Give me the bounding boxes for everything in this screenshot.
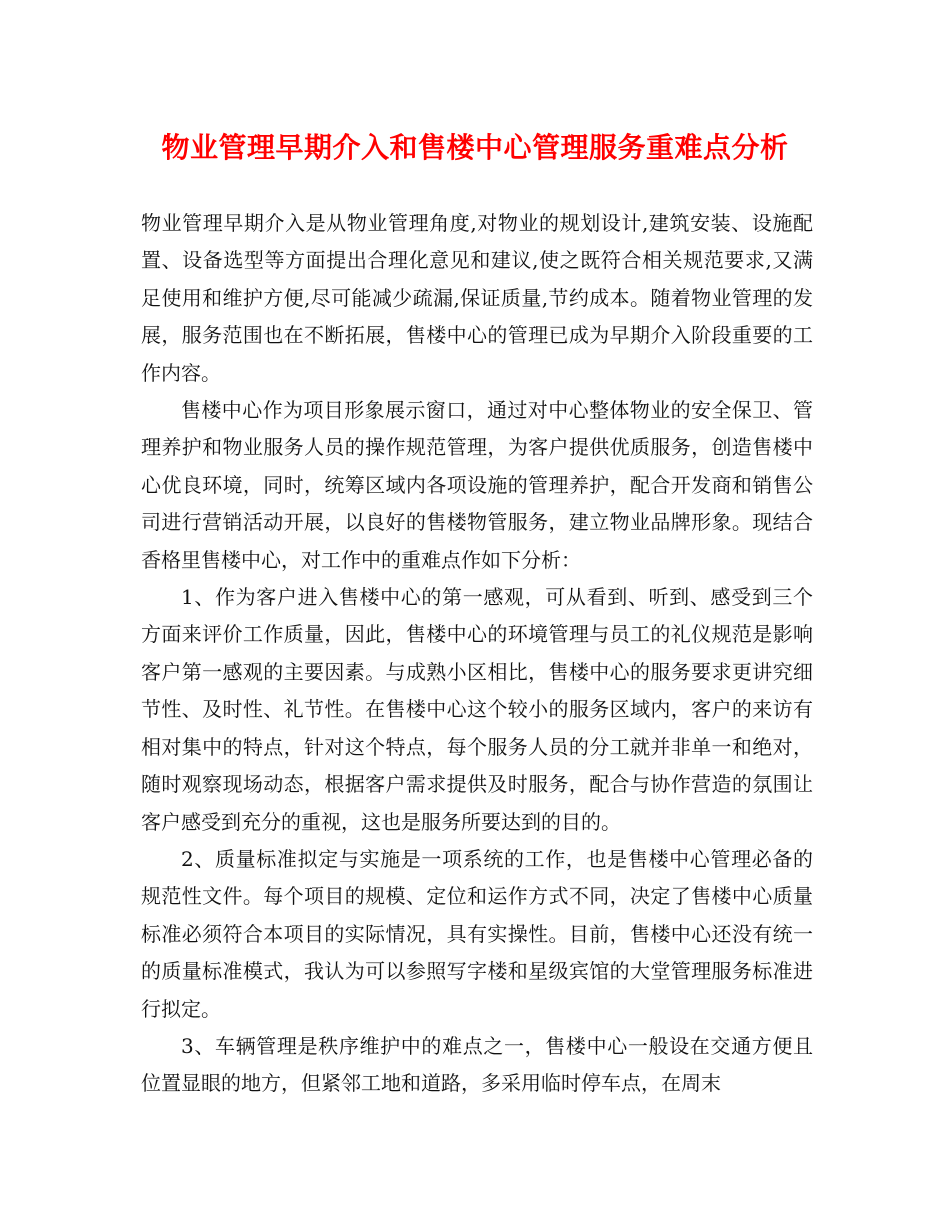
paragraph-sales-center-role: 售楼中心作为项目形象展示窗口，通过对中心整体物业的安全保卫、管理养护和物业服务人员的操作规范管理，为客户提供优质服务，创造售楼中心优良环境，同时，统筹区域内各项设施的管理养护，配合开发商和销售公司进行营销活动开展，以良好的售楼物管服务，建立物业品牌形象。现结合香格里售楼中心，对工作中的重难点作如下分析： [141, 398, 813, 572]
paragraph-intro: 物业管理早期介入是从物业管理角度,对物业的规划设计,建筑安装、设施配置、设备选型等方面提出合理化意见和建议,使之既符合相关规范要求,又满足使用和维护方便,尽可能减少疏漏,保证质量,节约成本。随着物业管理的发展，服务范围也在不断拓展，售楼中心的管理已成为早期介入阶段重要的工作内容。 [141, 211, 813, 385]
paragraph-point-2: 2、质量标准拟定与实施是一项系统的工作，也是售楼中心管理必备的规范性文件。每个项目的规模、定位和运作方式不同，决定了售楼中心质量标准必须符合本项目的实际情况，具有实操性。目前，售楼中心还没有统一的质量标准模式，我认为可以参照写字楼和星级宾馆的大堂管理服务标准进行拟定。 [141, 846, 813, 1021]
paragraph-point-1: 1、作为客户进入售楼中心的第一感观，可从看到、听到、感受到三个方面来评价工作质量，因此，售楼中心的环境管理与员工的礼仪规范是影响客户第一感观的主要因素。与成熟小区相比，售楼中心的服务要求更讲究细节性、及时性、礼节性。在售楼中心这个较小的服务区域内，客户的来访有相对集中的特点，针对这个特点，每个服务人员的分工就并非单一和绝对，随时观察现场动态，根据客户需求提供及时服务，配合与协作营造的氛围让客户感受到充分的重视，这也是服务所要达到的目的。 [141, 585, 813, 834]
document-body [141, 205, 813, 1103]
document-title: 物业管理早期介入和售楼中心管理服务重难点分析 [161, 131, 789, 164]
paragraph-point-3: 3、车辆管理是秩序维护中的难点之一，售楼中心一般设在交通方便且位置显眼的地方，但紧邻工地和道路，多采用临时停车点，在周末 [141, 1033, 813, 1096]
